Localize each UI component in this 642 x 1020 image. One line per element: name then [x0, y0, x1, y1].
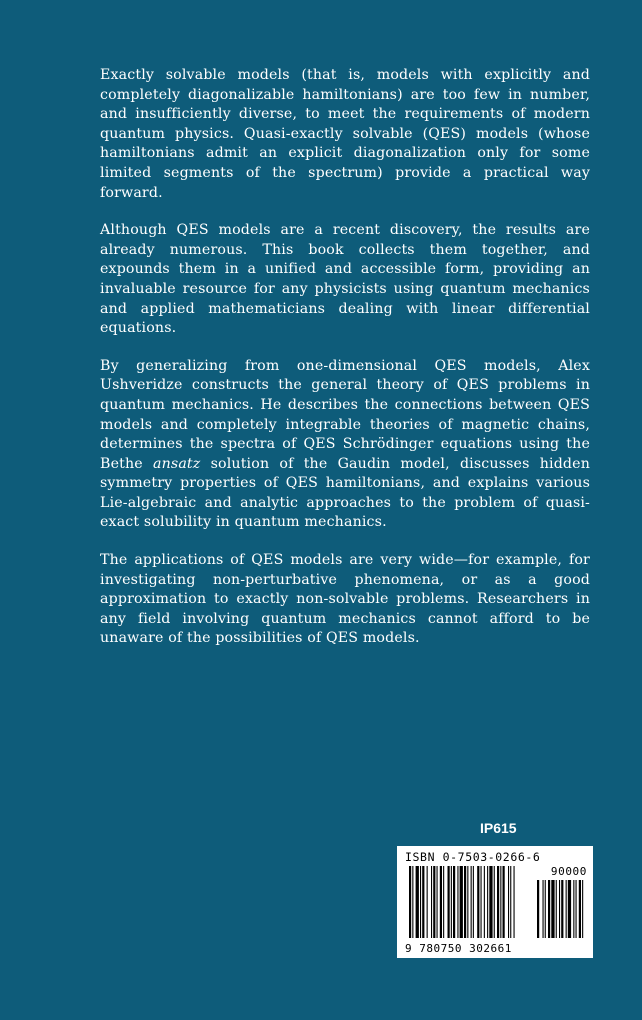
addon-bar	[576, 880, 577, 938]
barcode-bar	[503, 866, 505, 938]
barcode-bar	[422, 866, 424, 938]
barcode-bar	[416, 866, 419, 938]
blurb-paragraph-2: Although QES models are a recent discovery, the results are already numerous. This book collects them together, and expounds them in a unified and accessible form, providing an invaluable resource for any physicists using quantum mechanics and applied mathematicians dealing with linear differential equations.	[100, 222, 590, 337]
barcode-bar	[409, 866, 411, 938]
blurb-paragraph-3-end: solution of the Gaudin model, discusses hidden symmetry properties of QES hamiltonians, and explains various Lie-algebraic and analytic approaches to the problem of quasi-exact solubility in quantum mechanics.	[100, 455, 590, 531]
barcode-bar	[467, 866, 468, 938]
barcode-bar	[477, 866, 479, 938]
addon-bar	[568, 880, 571, 938]
barcode-bar	[420, 866, 421, 938]
addon-bar	[551, 880, 554, 938]
barcode-bar	[433, 866, 435, 938]
barcode-bar	[494, 866, 495, 938]
addon-bar	[582, 880, 583, 938]
addon-bar	[543, 880, 544, 938]
blurb-paragraph-1: Exactly solvable models (that is, models with explicitly and completely diagonalizable hamiltonians) are too few in number, and insufficiently diverse, to meet the requirements of modern quantum physics. Quasi-exactly solvable (QES) models (whose hamiltonians admit an explicit diagonalization only for some limited segments of the spectrum) provide a practical way forward.	[100, 67, 590, 201]
barcode-bar	[451, 866, 452, 938]
addon-bar	[579, 880, 581, 938]
barcode-bar	[510, 866, 511, 938]
barcode-bar	[440, 866, 442, 938]
barcode-bar	[514, 866, 515, 938]
barcode-bar	[453, 866, 455, 938]
barcode-bar	[412, 866, 413, 938]
barcode-bar	[427, 866, 428, 938]
product-code: IP615	[480, 820, 517, 836]
isbn-label: ISBN 0-7503-0266-6	[405, 850, 541, 864]
blurb-paragraph-4: The applications of QES models are very wide—for example, for investigating non-perturbative phenomena, or as a good approximation to exactly non-solvable problems. Researchers in any field involving quantum mechanics cannot afford to be unaware of the possibilities of QES models.	[100, 552, 590, 647]
barcode-bar	[431, 866, 432, 938]
barcode-bar	[471, 866, 472, 938]
barcode-bar	[464, 866, 466, 938]
barcode-bar	[484, 866, 485, 938]
barcode-bar	[481, 866, 482, 938]
barcode-bar	[457, 866, 458, 938]
addon-bar	[573, 880, 574, 938]
barcode-bar	[448, 866, 450, 938]
barcode-bar	[500, 866, 501, 938]
isbn-barcode	[397, 846, 593, 958]
barcode-bar	[497, 866, 499, 938]
blurb-text	[100, 66, 590, 667]
ean-digits: 9 780750 302661	[405, 942, 512, 955]
blurb-paragraph-3-italic: ansatz	[153, 455, 201, 472]
addon-bar	[545, 880, 546, 938]
barcode-bar	[437, 866, 438, 938]
addon-bar	[556, 880, 557, 938]
barcode-bar	[443, 866, 444, 938]
addon-bar	[566, 880, 567, 938]
price-addon-digits: 90000	[550, 865, 587, 878]
addon-bar	[548, 880, 550, 938]
blurb-paragraph-3-start: By generalizing from one-dimensional QES models, Alex Ushveridze constructs the general theory of QES problems in quantum mechanics. He describes the connections between QES models and completely integrable theories of magnetic chains, determines the spectra of QES Schrödinger equations using the Bethe	[100, 357, 590, 472]
barcode-bar	[460, 866, 463, 938]
barcode-bar	[489, 866, 492, 938]
blurb-paragraph-3	[100, 357, 590, 533]
barcode-bar	[508, 866, 509, 938]
barcode-bar	[487, 866, 488, 938]
addon-bar	[537, 880, 539, 938]
addon-bar	[561, 880, 563, 938]
addon-bar	[559, 880, 560, 938]
barcode-bar	[473, 866, 474, 938]
